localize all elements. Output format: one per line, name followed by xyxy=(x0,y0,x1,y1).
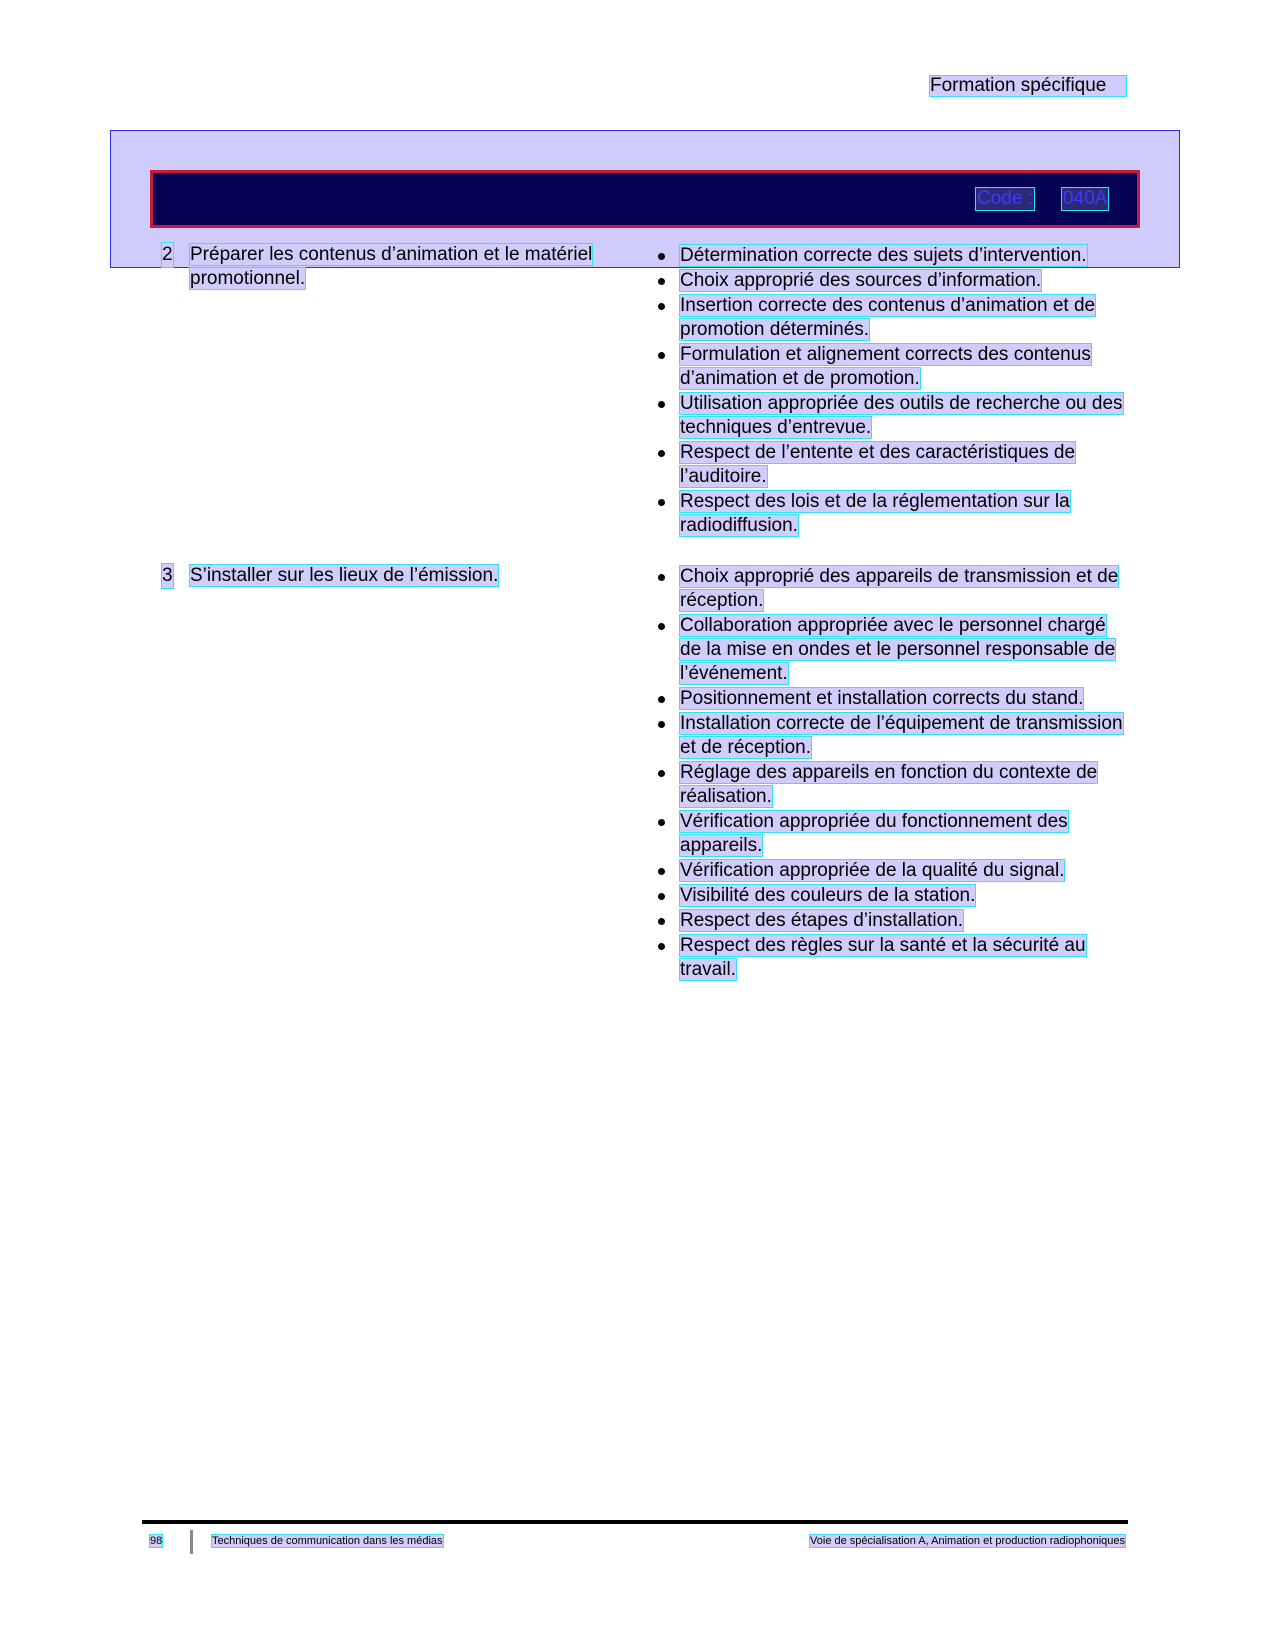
footer-left: Techniques de communication dans les médias xyxy=(212,1535,443,1547)
footer-separator xyxy=(190,1530,193,1554)
running-header: Formation spécifique xyxy=(930,76,1126,96)
competency-number: 2 xyxy=(162,244,173,265)
list-item: Respect des règles sur la santé et la sécurité au travail. xyxy=(658,934,1128,982)
bullet-icon xyxy=(658,819,665,826)
competency-number: 3 xyxy=(162,565,173,586)
list-item: Formulation et alignement corrects des contenus d’animation et de promotion. xyxy=(658,343,1128,391)
list-item: Vérification appropriée du fonctionnement des appareils. xyxy=(658,810,1128,858)
competency-label xyxy=(190,243,640,291)
bullet-icon xyxy=(658,918,665,925)
list-item: Choix approprié des sources d’information. xyxy=(658,269,1128,293)
bullet-icon xyxy=(658,696,665,703)
bullet-icon xyxy=(658,303,665,310)
list-item: Visibilité des couleurs de la station. xyxy=(658,884,1128,908)
bullet-icon xyxy=(658,253,665,260)
list-item: Installation correcte de l’équipement de transmission et de réception. xyxy=(658,712,1128,760)
bullet-icon xyxy=(658,574,665,581)
bullet-icon xyxy=(658,721,665,728)
bullet-icon xyxy=(658,893,665,900)
footer-right: Voie de spécialisation A, Animation et production radiophoniques xyxy=(810,1535,1125,1547)
list-item: Respect de l’entente et des caractéristiques de l’auditoire. xyxy=(658,441,1128,489)
bullet-icon xyxy=(658,401,665,408)
bullet-icon xyxy=(658,943,665,950)
bullet-icon xyxy=(658,352,665,359)
criteria-list xyxy=(658,244,1128,539)
bullet-icon xyxy=(658,499,665,506)
competency-label-text: S’installer sur les lieux de l’émission. xyxy=(190,565,499,586)
criteria-list xyxy=(658,565,1128,983)
list-item: Réglage des appareils en fonction du contexte de réalisation. xyxy=(658,761,1128,809)
list-item: Collaboration appropriée avec le personnel chargé de la mise en ondes et le personnel responsable de l’événement. xyxy=(658,614,1128,686)
list-item: Utilisation appropriée des outils de recherche ou des techniques d’entrevue. xyxy=(658,392,1128,440)
list-item: Insertion correcte des contenus d’animation et de promotion déterminés. xyxy=(658,294,1128,342)
list-item: Choix approprié des appareils de transmission et de réception. xyxy=(658,565,1128,613)
list-item: Vérification appropriée de la qualité du signal. xyxy=(658,859,1128,883)
competency-label-text: Préparer les contenus d’animation et le matériel promotionnel. xyxy=(190,244,593,289)
page-number: 98 xyxy=(150,1535,163,1547)
bullet-icon xyxy=(658,623,665,630)
bullet-icon xyxy=(658,770,665,777)
bullet-icon xyxy=(658,278,665,285)
bullet-icon xyxy=(658,868,665,875)
list-item: Positionnement et installation corrects du stand. xyxy=(658,687,1128,711)
competency-label xyxy=(190,564,498,588)
list-item: Détermination correcte des sujets d’intervention. xyxy=(658,244,1128,268)
code-label: Code : xyxy=(977,188,1033,209)
footer-rule xyxy=(142,1520,1128,1524)
list-item: Respect des étapes d’installation. xyxy=(658,909,1128,933)
bullet-icon xyxy=(658,450,665,457)
code-box xyxy=(976,188,1108,210)
list-item: Respect des lois et de la réglementation sur la radiodiffusion. xyxy=(658,490,1128,538)
code-value: 040A xyxy=(1062,188,1108,209)
